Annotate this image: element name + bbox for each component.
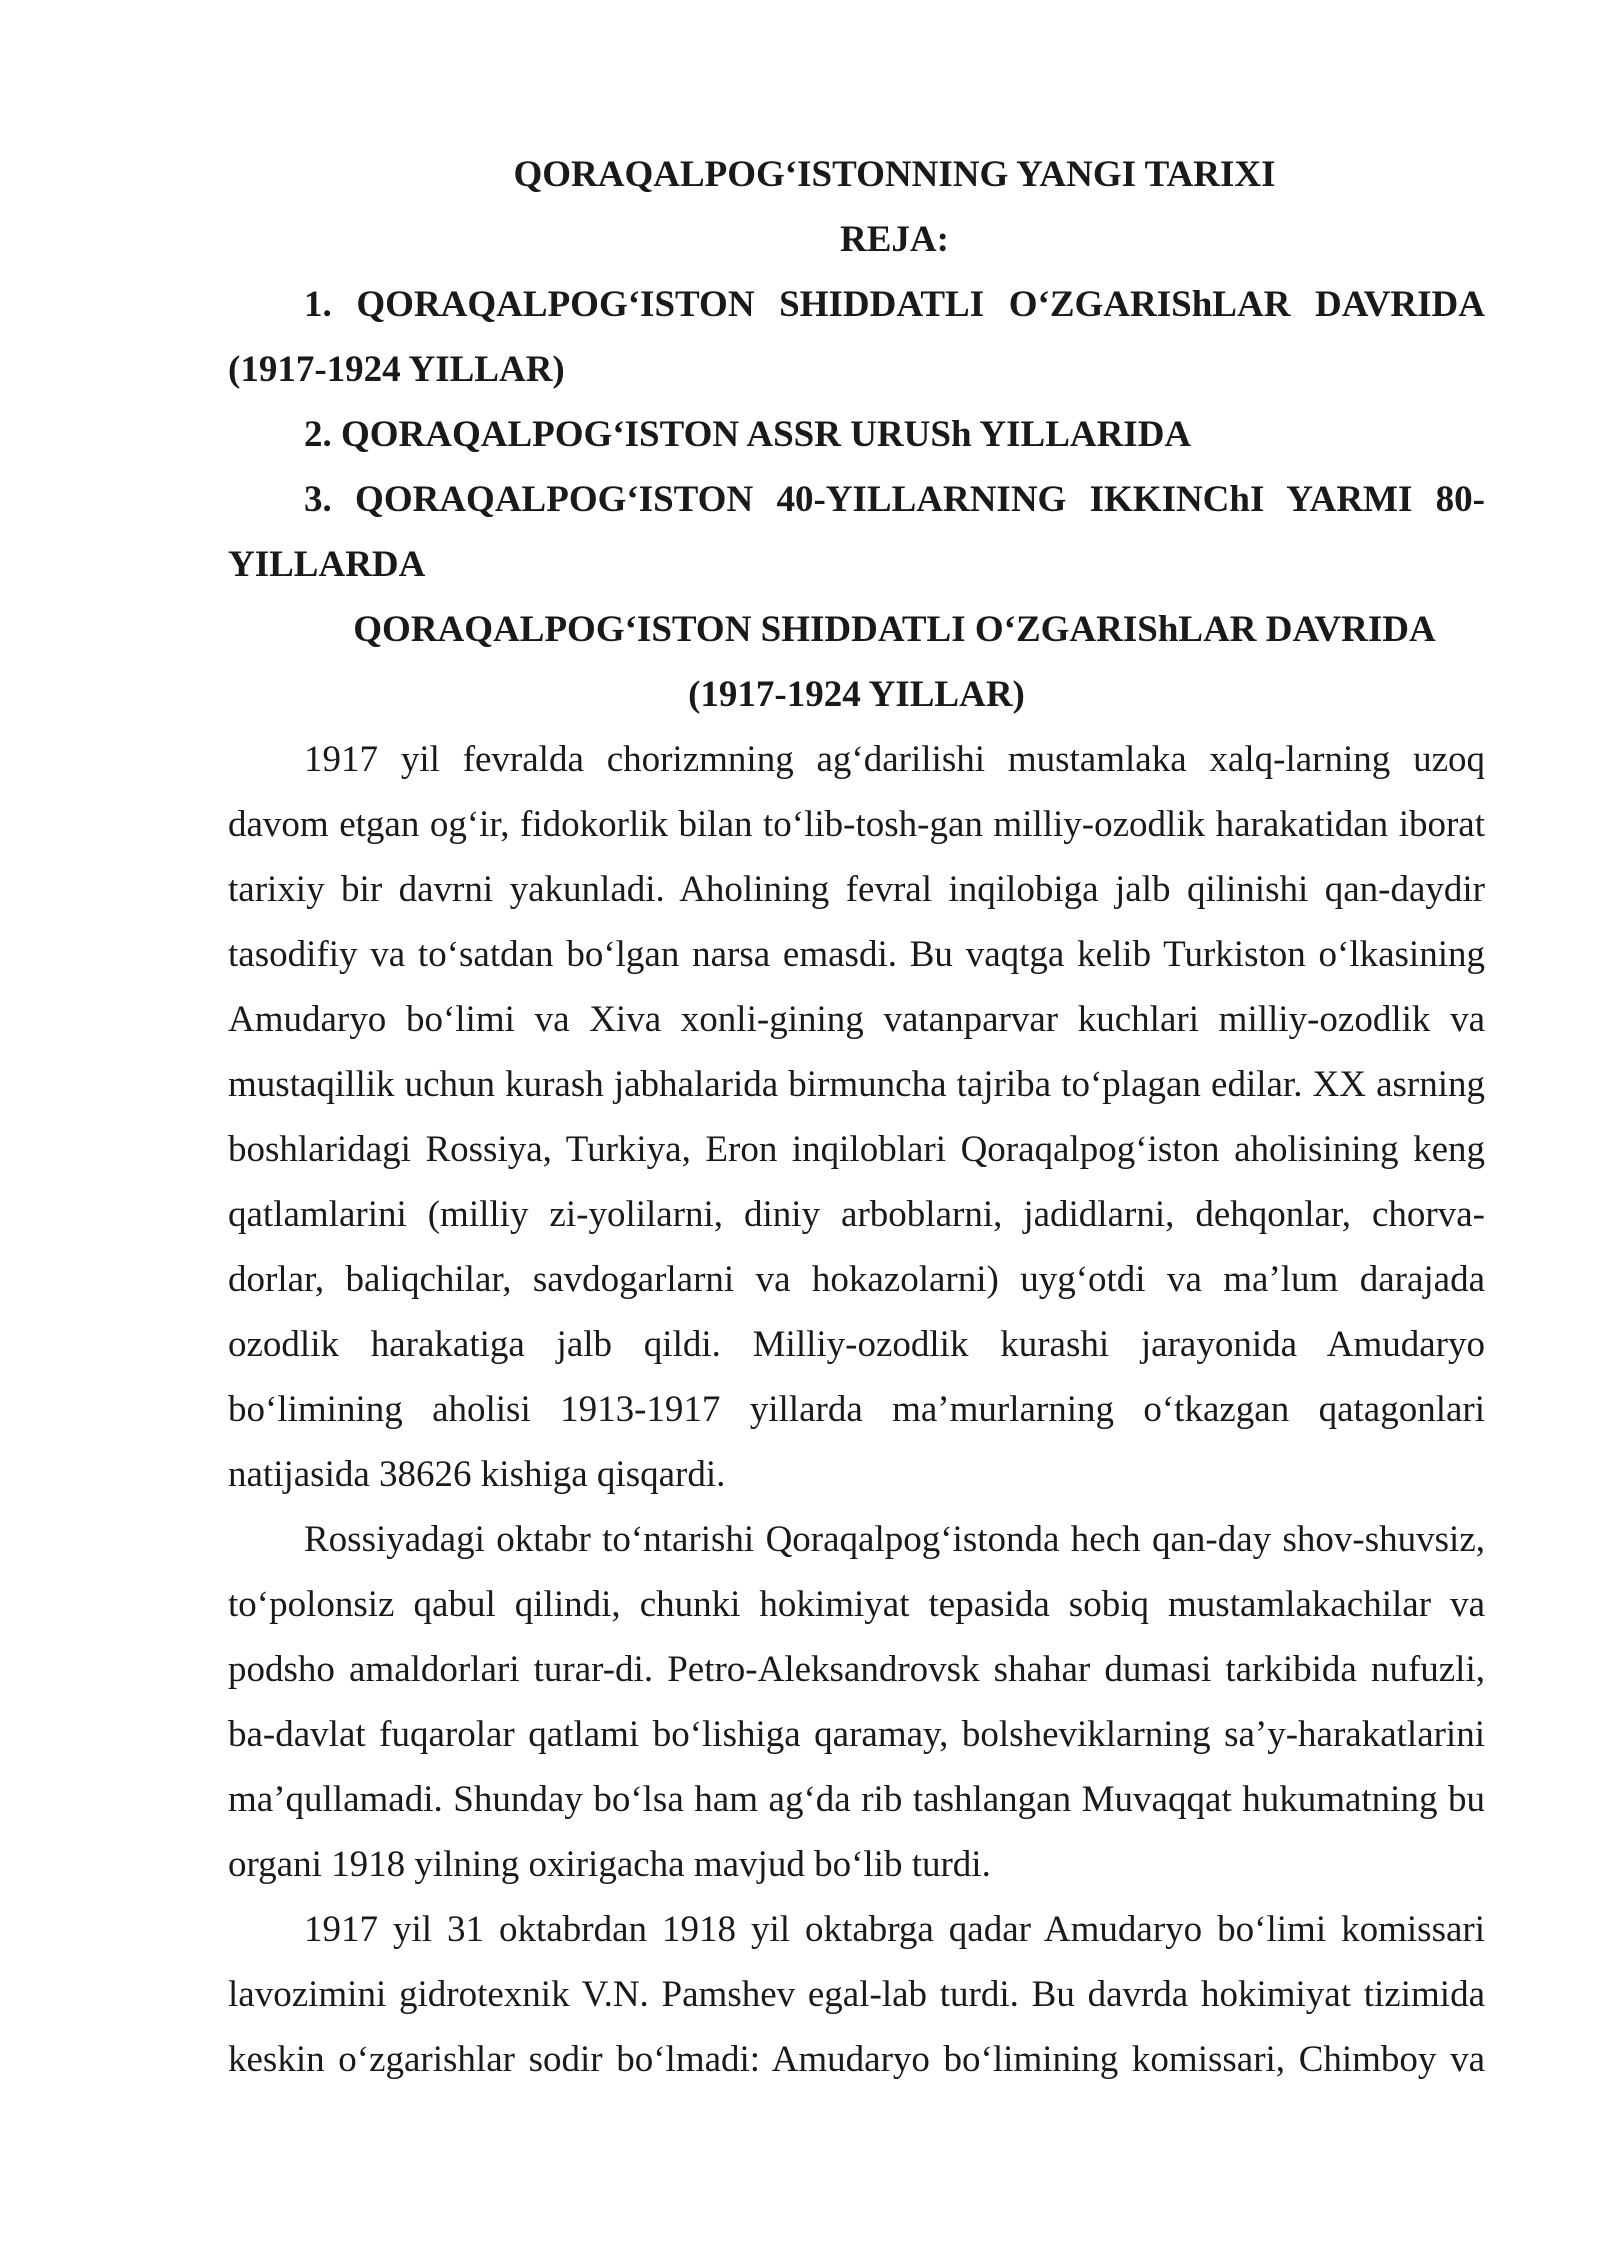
paragraph-2-line: podsho amaldorlari turar-di. Petro-Aleksandrovsk shahar dumasi tarkibida nufuzli, bbox=[228, 1649, 1485, 1690]
document-title: QORAQALPOG‘ISTONNING YANGI TARIXI bbox=[513, 154, 1276, 195]
paragraph-1-line: tasodifiy va to‘satdan bo‘lgan narsa emasdi. Bu vaqtga kelib Turkiston o‘lkasining bbox=[228, 934, 1485, 975]
paragraph-1 bbox=[228, 727, 1485, 1507]
paragraph-3-line: 1917 yil 31 oktabrdan 1918 yil oktabrga qadar Amudaryo bo‘limi komissari bbox=[304, 1909, 1485, 1950]
section-heading-line-2: (1917-1924 YILLAR) bbox=[688, 674, 1025, 715]
paragraph-1-line: boshlaridagi Rossiya, Turkiya, Eron inqiloblari Qoraqalpog‘iston aholisining keng bbox=[228, 1129, 1485, 1170]
plan-item-3-line-2: YILLARDA bbox=[228, 544, 426, 585]
paragraph-2 bbox=[228, 1507, 1485, 1897]
plan-item-3-line-1: 3. QORAQALPOG‘ISTON 40-YILLARNING IKKINChI YARMI 80- bbox=[304, 479, 1485, 520]
paragraph-2-line: to‘polonsiz qabul qilindi, chunki hokimiyat tepasida sobiq mustamlakachilar va bbox=[228, 1584, 1485, 1625]
paragraph-1-line: 1917 yil fevralda chorizmning ag‘darilishi mustamlaka xalq-larning uzoq bbox=[304, 739, 1485, 780]
plan-item-1-line-1: 1. QORAQALPOG‘ISTON SHIDDATLI O‘ZGARIShLAR DAVRIDA bbox=[304, 284, 1485, 325]
plan-item-1-line-2: (1917-1924 YILLAR) bbox=[228, 349, 565, 390]
paragraph-2-line: Rossiyadagi oktabr to‘ntarishi Qoraqalpog‘istonda hech qan-day shov-shuvsiz, bbox=[304, 1519, 1485, 1560]
plan-item-1 bbox=[228, 272, 1485, 402]
paragraph-1-line: dorlar, baliqchilar, savdogarlarni va hokazolarni) uyg‘otdi va ma’lum darajada bbox=[228, 1259, 1485, 1300]
plan-heading-block bbox=[228, 207, 1485, 272]
paragraph-3-line: keskin o‘zgarishlar sodir bo‘lmadi: Amudaryo bo‘limining komissari, Chimboy va bbox=[228, 2039, 1485, 2080]
plan-item-3 bbox=[228, 467, 1485, 597]
paragraph-1-line: qatlamlarini (milliy zi-yolilarni, diniy arboblarni, jadidlarni, dehqonlar, chorva- bbox=[228, 1194, 1485, 1235]
plan-heading: REJA: bbox=[840, 219, 949, 260]
paragraph-1-line: Amudaryo bo‘limi va Xiva xonli-gining vatanparvar kuchlari milliy-ozodlik va bbox=[228, 999, 1485, 1040]
paragraph-3-line: lavozimini gidrotexnik V.N. Pamshev egal-lab turdi. Bu davrda hokimiyat tizimida bbox=[228, 1974, 1485, 2015]
paragraph-3 bbox=[228, 1897, 1485, 2092]
paragraph-1-line: davom etgan og‘ir, fidokorlik bilan to‘lib-tosh-gan milliy-ozodlik harakatidan iborat bbox=[228, 804, 1485, 845]
paragraph-1-line: tarixiy bir davrni yakunladi. Aholining fevral inqilobiga jalb qilinishi qan-daydir bbox=[228, 869, 1485, 910]
document-title-block bbox=[228, 142, 1485, 207]
paragraph-2-line: ma’qullamadi. Shunday bo‘lsa ham ag‘da rib tashlangan Muvaqqat hukumatning bu bbox=[228, 1779, 1485, 1820]
plan-item-2 bbox=[228, 402, 1485, 467]
paragraph-2-line: ba-davlat fuqarolar qatlami bo‘lishiga qaramay, bolsheviklarning sa’y-harakatlarini bbox=[228, 1714, 1485, 1755]
section-heading bbox=[228, 597, 1485, 727]
paragraph-1-line: ozodlik harakatiga jalb qildi. Milliy-ozodlik kurashi jarayonida Amudaryo bbox=[228, 1324, 1485, 1365]
section-heading-line-1: QORAQALPOG‘ISTON SHIDDATLI O‘ZGARIShLAR DAVRIDA bbox=[353, 609, 1436, 650]
plan-item-2-line-1: 2. QORAQALPOG‘ISTON ASSR URUSh YILLARIDA bbox=[304, 414, 1192, 455]
paragraph-2-line: organi 1918 yilning oxirigacha mavjud bo‘lib turdi. bbox=[228, 1844, 991, 1885]
paragraph-1-line: natijasida 38626 kishiga qisqardi. bbox=[228, 1454, 726, 1495]
paragraph-1-line: mustaqillik uchun kurash jabhalarida birmuncha tajriba to‘plagan edilar. XX asrning bbox=[228, 1064, 1485, 1105]
paragraph-1-line: bo‘limining aholisi 1913-1917 yillarda ma’murlarning o‘tkazgan qatagonlari bbox=[228, 1389, 1485, 1430]
